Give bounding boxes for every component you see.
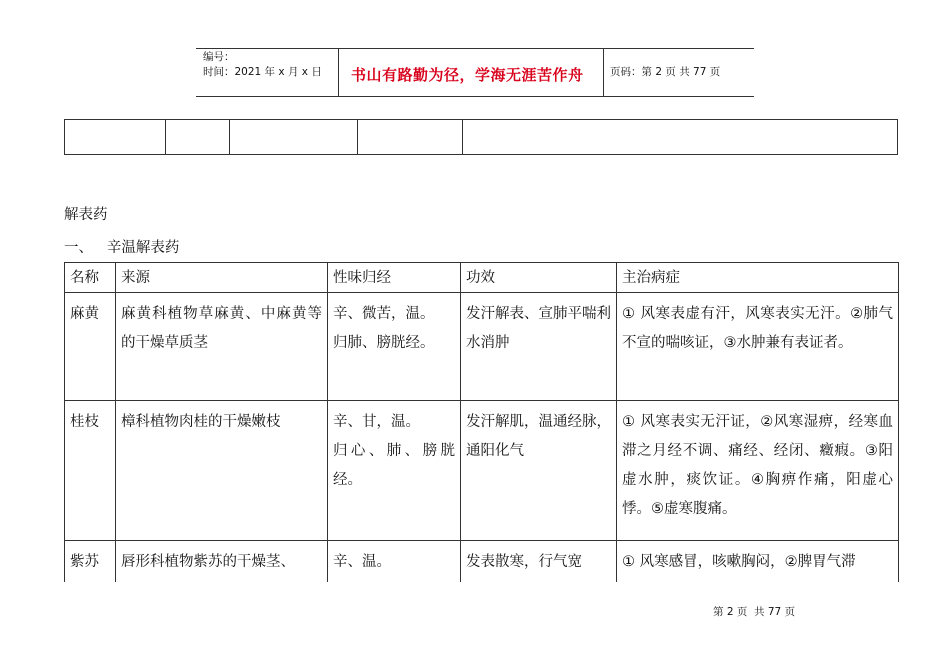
cell-indication: ① 风寒感冒，咳嗽胸闷，②脾胃气滞 [617,541,899,601]
blank-cell-divider [462,120,463,154]
cell-nature [328,293,461,401]
page-footer: 第 2 页 共 77 页 [713,606,796,618]
nature-line: 归心、肺、膀胱经。 [333,443,455,488]
blank-table-row [64,119,898,155]
cell-effect: 发汗解肌，温通经脉，通阳化气 [461,401,617,541]
table-header-row [65,263,899,293]
table-row [65,293,899,401]
header-indication: 主治病症 [617,263,899,293]
blank-cell-divider [165,120,166,154]
cell-nature [328,401,461,541]
motto-text: 书山有路勤为径，学海无涯苦作舟 [351,66,584,84]
nature-line: 辛、温。 [333,554,391,570]
nature-line: 辛、微苦，温。 [333,306,435,322]
cell-effect: 发汗解表、宣肺平喘利水消肿 [461,293,617,401]
cell-name: 麻黄 [65,293,116,401]
cell-indication: ① 风寒表虚有汗，风寒表实无汗。②肺气不宣的喘咳证，③水肿兼有表证者。 [617,293,899,401]
blank-cell-divider [357,120,358,154]
header-source: 来源 [116,263,328,293]
nature-line: 辛、甘，温。 [333,414,420,430]
cell-name: 紫苏 [65,541,116,601]
header-divider-right [603,48,604,96]
time-label: 时间：2021 年 x 月 x 日 [203,66,322,78]
section-title: 解表药 [64,207,108,223]
header-top-rule [196,48,754,49]
header-nature: 性味归经 [328,263,461,293]
cell-source: 唇形科植物紫苏的干燥茎、 [116,541,328,601]
cell-source: 樟科植物肉桂的干燥嫩枝 [116,401,328,541]
herb-table [64,262,899,601]
subsection-title: 一、 辛温解表药 [64,240,180,256]
header-name: 名称 [65,263,116,293]
page-code: 页码：第 2 页 共 77 页 [610,66,721,78]
header-divider-left [338,48,339,96]
header-bottom-rule [196,96,754,97]
blank-cell-divider [229,120,230,154]
number-label: 编号： [203,51,235,63]
cell-name: 桂枝 [65,401,116,541]
cell-source: 麻黄科植物草麻黄、中麻黄等的干燥草质茎 [116,293,328,401]
nature-line: 归肺、膀胱经。 [333,335,435,351]
page-bottom-margin [0,582,950,672]
table-row [65,401,899,541]
cell-indication: ① 风寒表实无汗证，②风寒湿痹，经寒血滞之月经不调、痛经、经闭、癥瘕。③阳虚水肿，痰饮证。④胸痹作痛，阳虚心悸。⑤虚寒腹痛。 [617,401,899,541]
cell-effect: 发表散寒，行气宽 [461,541,617,601]
header-effect: 功效 [461,263,617,293]
